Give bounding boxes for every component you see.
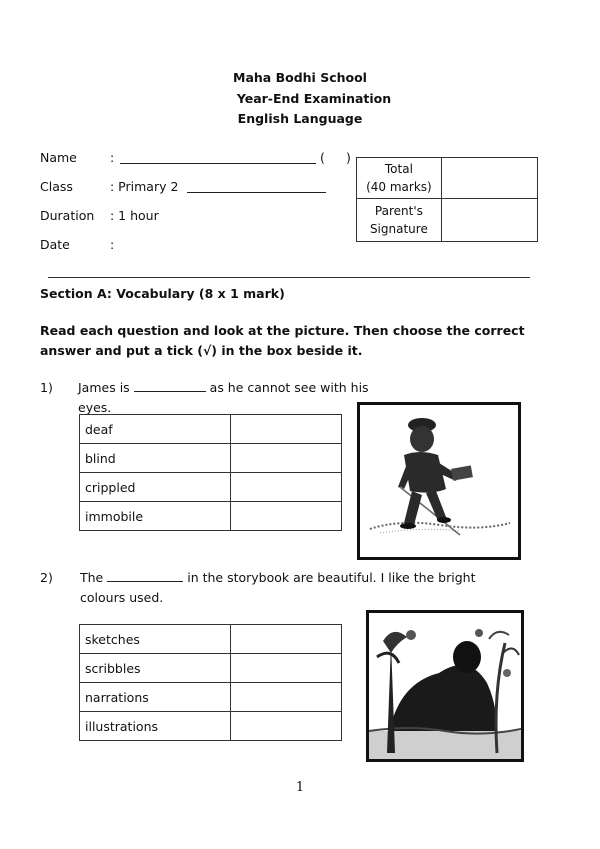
question-2-line-2: colours used. bbox=[80, 590, 164, 605]
name-field[interactable] bbox=[120, 150, 316, 164]
option-label: deaf bbox=[80, 415, 231, 444]
question-2-text bbox=[80, 568, 520, 608]
option-row bbox=[80, 683, 342, 712]
question-1-options bbox=[79, 414, 342, 531]
duration-label: Duration bbox=[40, 208, 95, 223]
option-row bbox=[80, 444, 342, 473]
total-marks-label: (40 marks) bbox=[366, 180, 432, 194]
question-1-text bbox=[78, 378, 378, 418]
date-label: Date bbox=[40, 237, 70, 252]
question-1-text-after: as he cannot see with his eyes. bbox=[78, 380, 369, 415]
name-paren-close: ) bbox=[346, 150, 351, 165]
section-title: Section A: Vocabulary (8 x 1 mark) bbox=[40, 286, 285, 301]
question-2-blank bbox=[107, 570, 183, 582]
total-label: Total bbox=[384, 162, 413, 176]
class-label: Class bbox=[40, 179, 73, 194]
blind-man-with-cane-icon bbox=[360, 405, 518, 557]
option-row bbox=[80, 712, 342, 741]
page-number: 1 bbox=[295, 780, 305, 795]
question-2-text-before: The bbox=[80, 570, 104, 585]
option-label: illustrations bbox=[80, 712, 231, 741]
option-label: blind bbox=[80, 444, 231, 473]
class-field[interactable] bbox=[187, 179, 326, 193]
question-1-picture bbox=[357, 402, 521, 560]
option-row bbox=[80, 654, 342, 683]
question-1-number: 1) bbox=[40, 380, 53, 395]
option-row bbox=[80, 415, 342, 444]
date-separator: : bbox=[110, 237, 115, 252]
marks-box bbox=[356, 157, 538, 242]
option-label: sketches bbox=[80, 625, 231, 654]
tick-box[interactable] bbox=[231, 625, 342, 654]
option-label: scribbles bbox=[80, 654, 231, 683]
tick-box[interactable] bbox=[231, 502, 342, 531]
question-2-options bbox=[79, 624, 342, 741]
name-label: Name bbox=[40, 150, 77, 165]
instructions: Read each question and look at the picture. Then choose the correct answer and put a tick (√) in the box beside it. bbox=[40, 323, 525, 358]
tick-box[interactable] bbox=[231, 654, 342, 683]
question-1-blank bbox=[134, 380, 206, 392]
duration-value: : 1 hour bbox=[110, 208, 159, 223]
signature-label-1: Parent's bbox=[374, 204, 423, 218]
question-2-line-1 bbox=[80, 568, 520, 588]
option-row bbox=[80, 473, 342, 502]
signature-label-cell bbox=[357, 199, 442, 242]
option-row bbox=[80, 625, 342, 654]
name-paren-open: ( bbox=[320, 150, 325, 165]
option-label: immobile bbox=[80, 502, 231, 531]
class-value: : Primary 2 bbox=[110, 179, 179, 194]
jungle-scene-icon bbox=[369, 613, 521, 759]
name-separator: : bbox=[110, 150, 115, 165]
divider bbox=[48, 277, 530, 278]
tick-box[interactable] bbox=[231, 473, 342, 502]
signature-label-2: Signature bbox=[369, 222, 428, 236]
option-label: crippled bbox=[80, 473, 231, 502]
question-2-picture bbox=[366, 610, 524, 762]
option-row bbox=[80, 502, 342, 531]
question-2-text-after: in the storybook are beautiful. I like the bright bbox=[187, 570, 476, 585]
tick-box[interactable] bbox=[231, 444, 342, 473]
exam-title: Year-End Examination bbox=[236, 91, 392, 106]
school-name: Maha Bodhi School bbox=[233, 70, 367, 85]
tick-box[interactable] bbox=[231, 683, 342, 712]
question-1-text-before: James is bbox=[78, 380, 130, 395]
total-label-cell bbox=[357, 158, 442, 199]
tick-box[interactable] bbox=[231, 712, 342, 741]
signature-cell[interactable] bbox=[441, 199, 537, 242]
tick-box[interactable] bbox=[231, 415, 342, 444]
subject-title: English Language bbox=[237, 111, 363, 126]
question-2-number: 2) bbox=[40, 570, 53, 585]
option-label: narrations bbox=[80, 683, 231, 712]
total-score-cell[interactable] bbox=[441, 158, 537, 199]
